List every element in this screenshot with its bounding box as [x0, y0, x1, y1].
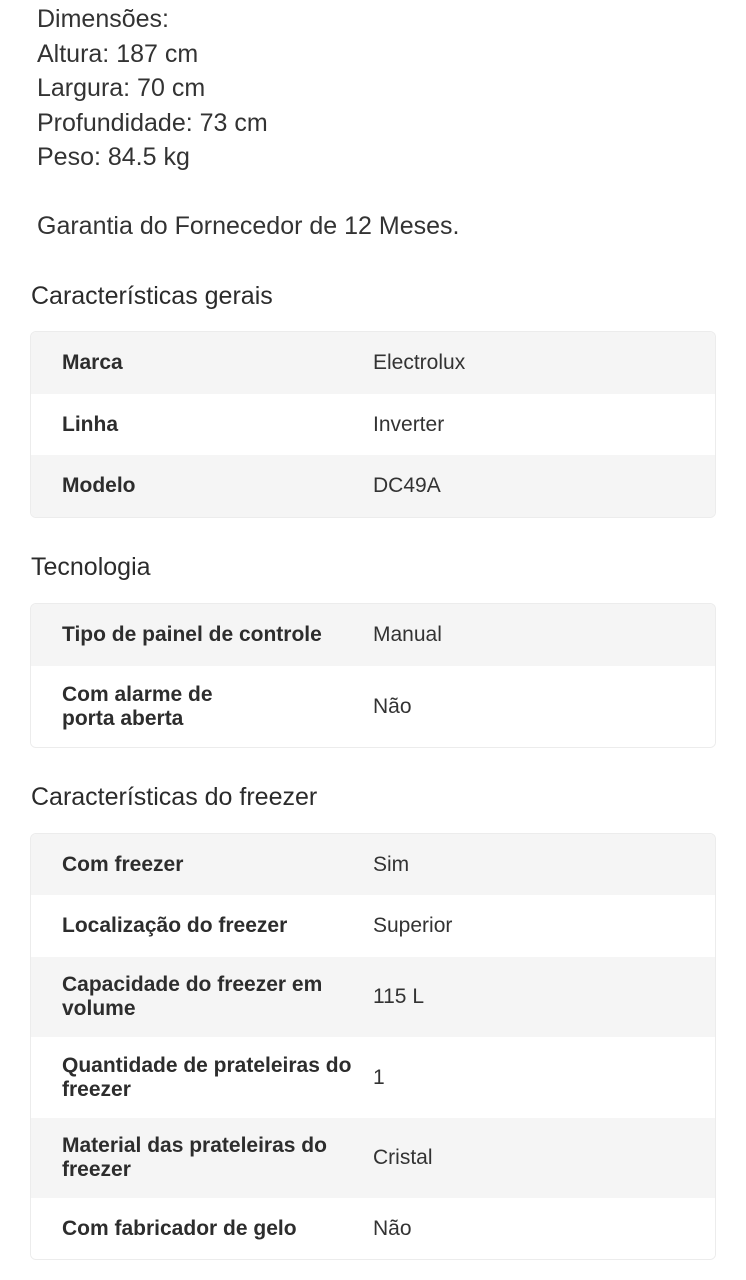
spec-label: Com alarme de porta aberta: [62, 682, 213, 730]
spec-label: Com fabricador de gelo: [62, 1216, 297, 1240]
spec-label: Marca: [62, 351, 123, 374]
spec-table-freezer: [30, 833, 716, 1260]
description-line: Profundidade: 73 cm: [37, 108, 268, 137]
spec-row: [31, 1037, 715, 1118]
spec-value: 1: [373, 1065, 385, 1089]
spec-row: [31, 834, 715, 895]
spec-value: Cristal: [373, 1146, 433, 1169]
spec-value: Inverter: [373, 412, 445, 436]
spec-row: [31, 1118, 715, 1198]
description-line: Dimensões:: [37, 5, 169, 33]
spec-label: Quantidade de prateleiras do freezer: [62, 1053, 352, 1101]
spec-row: [31, 394, 715, 455]
spec-value: DC49A: [373, 474, 441, 497]
spec-table-general: [30, 331, 716, 518]
description-line: Largura: 70 cm: [37, 74, 206, 102]
section-title-freezer: Características do freezer: [31, 783, 318, 811]
spec-label: Tipo de painel de controle: [62, 623, 322, 646]
spec-row: [31, 332, 715, 394]
spec-value: Manual: [373, 623, 442, 646]
spec-label: Localização do freezer: [62, 914, 288, 937]
spec-label: Material das prateleiras do freezer: [62, 1134, 327, 1181]
description-line: Peso: 84.5 kg: [37, 143, 190, 171]
spec-value: Superior: [373, 914, 453, 937]
spec-table-technology: [30, 603, 716, 748]
spec-label: Com freezer: [62, 852, 184, 876]
spec-row: [31, 455, 715, 517]
warranty-text: Garantia do Fornecedor de 12 Meses.: [37, 212, 460, 240]
spec-value: Não: [373, 1216, 412, 1240]
description-line: Altura: 187 cm: [37, 39, 199, 68]
spec-row: [31, 1198, 715, 1259]
spec-value: Electrolux: [373, 351, 466, 374]
spec-label: Linha: [62, 412, 118, 436]
spec-value: 115 L: [373, 985, 424, 1008]
section-title-technology: Tecnologia: [31, 553, 151, 581]
spec-value: Não: [373, 694, 412, 718]
section-title-general: Características gerais: [31, 282, 273, 310]
spec-row: [31, 604, 715, 666]
spec-row: [31, 895, 715, 957]
product-description: [37, 2, 268, 175]
spec-value: Sim: [373, 852, 410, 876]
spec-row: [31, 666, 715, 747]
spec-label: Modelo: [62, 474, 136, 497]
spec-label: Capacidade do freezer em volume: [62, 973, 323, 1020]
spec-row: [31, 957, 715, 1037]
